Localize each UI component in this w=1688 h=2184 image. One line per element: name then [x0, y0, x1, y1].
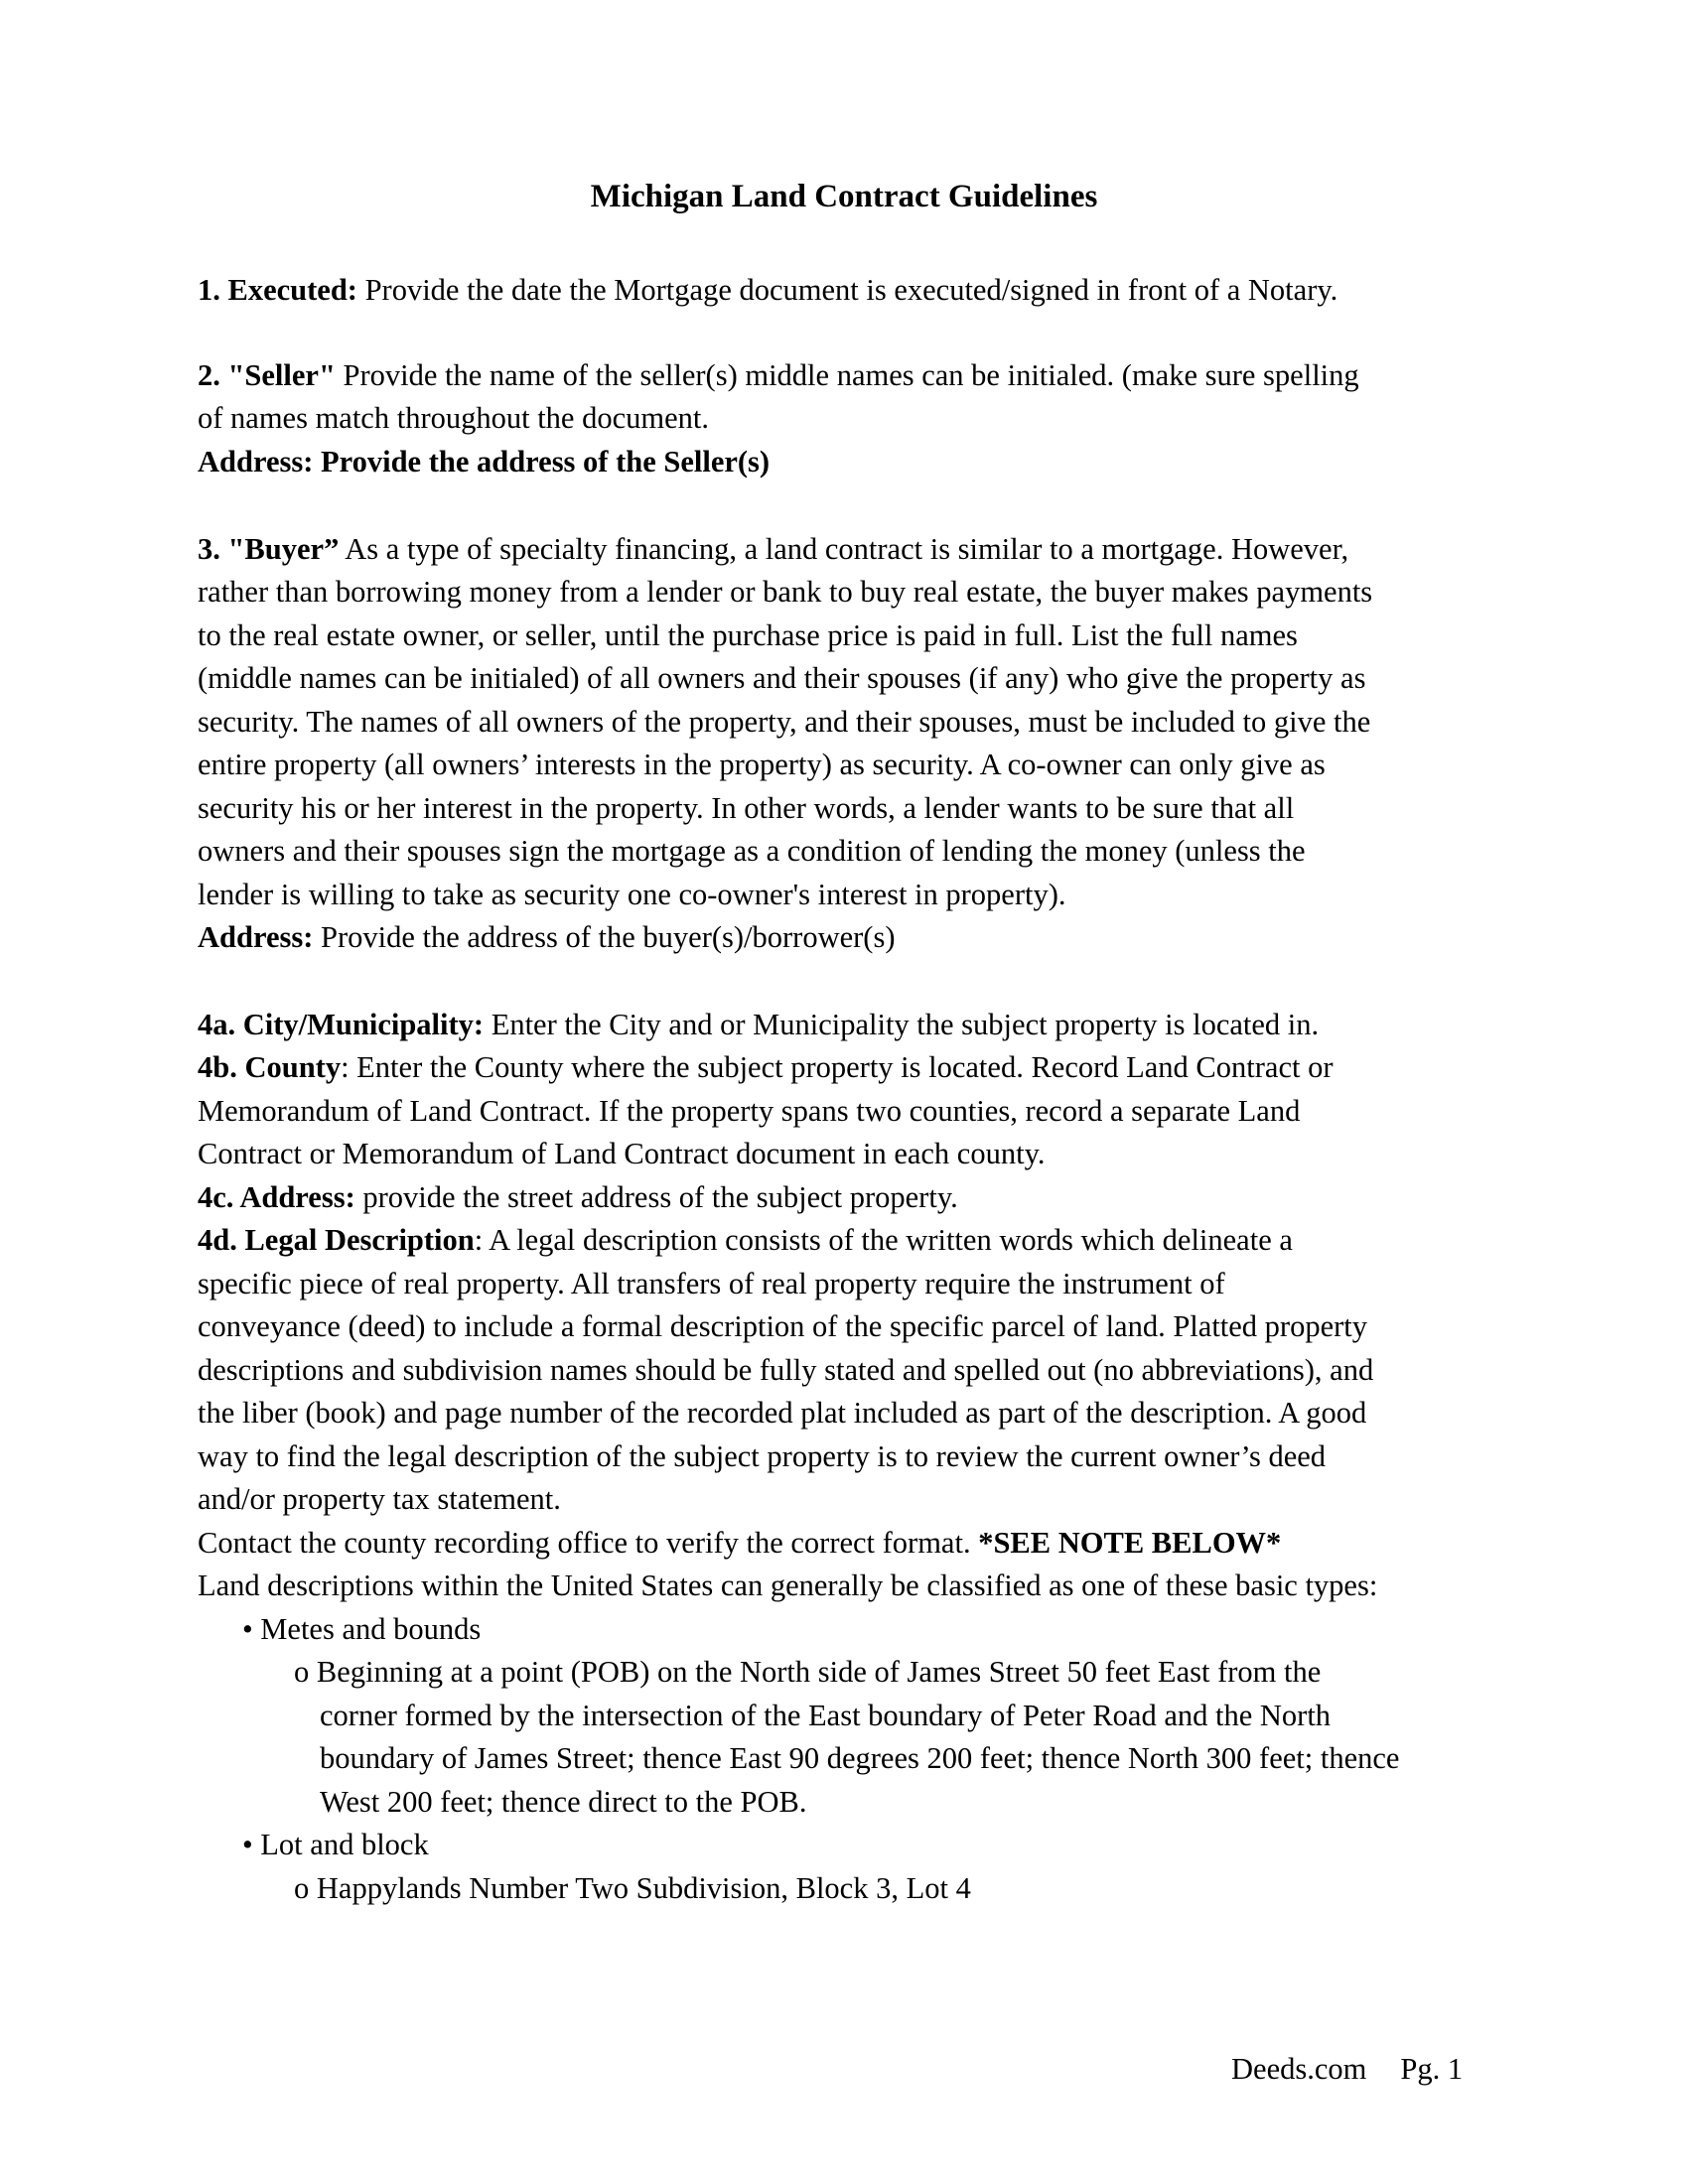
seller-line-2: of names match throughout the document.	[198, 401, 709, 435]
buyer-line-2: rather than borrowing money from a lender or bank to buy real estate, the buyer makes payments	[198, 575, 1373, 609]
footer-site: Deeds.com	[1231, 2052, 1367, 2086]
buyer-line-6: entire property (all owners’ interests in the property) as security. A co-owner can only give as	[198, 748, 1326, 781]
address-line	[198, 1175, 958, 1219]
executed-line	[198, 268, 1337, 312]
page-title: Michigan Land Contract Guidelines	[590, 179, 1098, 214]
executed-label: 1. Executed:	[198, 273, 357, 307]
address-text: provide the street address of the subject property.	[354, 1180, 958, 1214]
types-intro: Land descriptions within the United States can generally be classified as one of these basic types:	[198, 1569, 1378, 1602]
legal-text: : A legal description consists of the written words which delineate a	[474, 1223, 1293, 1257]
legal-line-7: and/or property tax statement.	[198, 1482, 561, 1516]
legal-line-2: specific piece of real property. All transfers of real property require the instrument of	[198, 1267, 1225, 1300]
buyer-address-text: Provide the address of the buyer(s)/borrower(s)	[313, 920, 896, 954]
seller-text: Provide the name of the seller(s) middle names can be initialed. (make sure spelling	[335, 358, 1359, 392]
county-line-2: Memorandum of Land Contract. If the property spans two counties, record a separate Land	[198, 1094, 1301, 1128]
executed-text: Provide the date the Mortgage document is executed/signed in front of a Notary.	[356, 273, 1338, 307]
city-label: 4a. City/Municipality:	[198, 1008, 485, 1041]
contact-line	[198, 1521, 1281, 1565]
see-note-below: *SEE NOTE BELOW*	[978, 1526, 1282, 1560]
legal-line-1	[198, 1218, 1293, 1262]
buyer-line-7: security his or her interest in the property. In other words, a lender wants to be sure that all	[198, 791, 1295, 825]
address-label: 4c. Address:	[198, 1180, 355, 1214]
seller-address: Address: Provide the address of the Seller(s)	[198, 445, 771, 478]
metes-example-line-1: o Beginning at a point (POB) on the North side of James Street 50 feet East from the	[294, 1655, 1322, 1689]
buyer-line-1	[198, 527, 1348, 571]
metes-example-line-4: West 200 feet; thence direct to the POB.	[320, 1785, 807, 1819]
buyer-line-5: security. The names of all owners of the property, and their spouses, must be included to give the	[198, 705, 1371, 739]
lot-block-example: o Happylands Number Two Subdivision, Block 3, Lot 4	[294, 1871, 971, 1905]
buyer-line-8: owners and their spouses sign the mortgage as a condition of lending the money (unless the	[198, 834, 1306, 868]
county-label: 4b. County	[198, 1050, 342, 1084]
county-text: : Enter the County where the subject property is located. Record Land Contract or	[341, 1050, 1334, 1084]
city-line	[198, 1003, 1319, 1046]
buyer-line-4: (middle names can be initialed) of all owners and their spouses (if any) who give the property as	[198, 661, 1366, 695]
seller-line-1	[198, 353, 1359, 397]
type-bullet-lot-block: • Lot and block	[242, 1828, 429, 1861]
county-line-3: Contract or Memorandum of Land Contract document in each county.	[198, 1137, 1046, 1170]
county-line-1	[198, 1045, 1334, 1089]
city-text: Enter the City and or Municipality the subject property is located in.	[484, 1008, 1320, 1041]
page-footer	[1231, 2047, 1463, 2091]
metes-example-line-3: boundary of James Street; thence East 90 degrees 200 feet; thence North 300 feet; thence	[320, 1741, 1400, 1775]
legal-line-6: way to find the legal description of the subject property is to review the current owner’s deed	[198, 1439, 1327, 1473]
buyer-label: 3. "Buyer”	[198, 532, 340, 566]
type-bullet-metes: • Metes and bounds	[242, 1612, 482, 1646]
page-number: Pg. 1	[1400, 2052, 1464, 2086]
metes-example-line-2: corner formed by the intersection of the East boundary of Peter Road and the North	[320, 1699, 1332, 1732]
contact-text: Contact the county recording office to verify the correct format.	[198, 1526, 979, 1560]
buyer-text: As a type of specialty financing, a land contract is similar to a mortgage. However,	[339, 532, 1349, 566]
buyer-line-3: to the real estate owner, or seller, until the purchase price is paid in full. List the full names	[198, 618, 1298, 652]
legal-line-4: descriptions and subdivision names should be fully stated and spelled out (no abbreviations), and	[198, 1353, 1374, 1387]
legal-line-5: the liber (book) and page number of the recorded plat included as part of the description. A good	[198, 1396, 1367, 1430]
legal-label: 4d. Legal Description	[198, 1223, 475, 1257]
buyer-address	[198, 915, 895, 959]
buyer-address-label: Address:	[198, 920, 314, 954]
seller-label: 2. "Seller"	[198, 358, 336, 392]
buyer-line-9: lender is willing to take as security one co-owner's interest in property).	[198, 878, 1066, 911]
legal-line-3: conveyance (deed) to include a formal description of the specific parcel of land. Platted property	[198, 1309, 1368, 1343]
